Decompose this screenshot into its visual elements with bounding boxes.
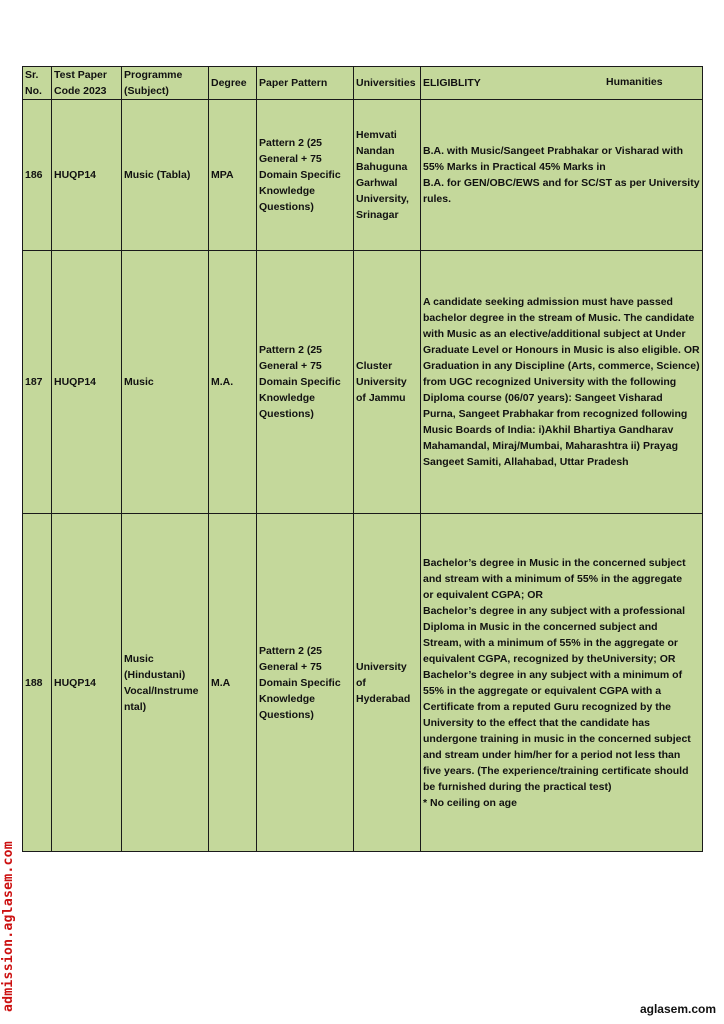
eligibility-table xyxy=(22,66,703,852)
cell-eligibility: Bachelor’s degree in Music in the concerned subject and stream with a minimum of 55% in the aggregate or equivalent CGPA; OR Bachelor’s degree in any subject with a professional Diploma in Music in the concerned subject and Stream, with a minimum of 55% in the aggregate or equivalent CGPA, recognized by theUniversity; OR Bachelor’s degree in any subject with a minimum of 55% in the aggregate or equivalent CGPA with a Certificate from a reputed Guru recognized by the University to the effect that the candidate has undergone training in music in the concerned subject and stream under him/her for a period not less than five years. (The experience/training certificate should be furnished during the practical test) * No ceiling on age xyxy=(421,514,703,852)
cell-university: University of Hyderabad xyxy=(354,514,421,852)
header-paper-pattern: Paper Pattern xyxy=(257,67,354,100)
cell-sr-no: 188 xyxy=(23,514,52,852)
header-programme: Programme (Subject) xyxy=(122,67,209,100)
header-eligibility: ELIGIBLITY xyxy=(423,77,481,89)
cell-code: HUQP14 xyxy=(52,100,122,251)
cell-eligibility: A candidate seeking admission must have passed bachelor degree in the stream of Music. The candidate with Music as an elective/additional subject at Under Graduate Level or Honours in Music is also eligible. OR Graduation in any Discipline (Arts, commerce, Science) from UGC recognized University with the following Diploma course (06/07 years): Sangeet Visharad Purna, Sangeet Prabhakar from recognized following Music Boards of India: i)Akhil Bhartiya Gandharav Mahamandal, Miraj/Mumbai, Maharashtra ii) Prayag Sangeet Samiti, Allahabad, Uttar Pradesh xyxy=(421,251,703,514)
cell-sr-no: 186 xyxy=(23,100,52,251)
cell-programme: Music (Tabla) xyxy=(122,100,209,251)
cell-pattern: Pattern 2 (25 General + 75 Domain Specific Knowledge Questions) xyxy=(257,100,354,251)
cell-eligibility: B.A. with Music/Sangeet Prabhakar or Visharad with 55% Marks in Practical 45% Marks in B.A. for GEN/OBC/EWS and for SC/ST as per University rules. xyxy=(421,100,703,251)
cell-pattern: Pattern 2 (25 General + 75 Domain Specific Knowledge Questions) xyxy=(257,251,354,514)
cell-programme: Music (Hindustani) Vocal/Instrume ntal) xyxy=(122,514,209,852)
cell-sr-no: 187 xyxy=(23,251,52,514)
table-header-row xyxy=(23,67,703,100)
header-eligibility-cell xyxy=(421,67,703,100)
header-degree: Degree xyxy=(209,67,257,100)
cell-university: Cluster University of Jammu xyxy=(354,251,421,514)
cell-code: HUQP14 xyxy=(52,251,122,514)
table-row xyxy=(23,251,703,514)
header-universities: Universities xyxy=(354,67,421,100)
cell-university: Hemvati Nandan Bahuguna Garhwal University, Srinagar xyxy=(354,100,421,251)
header-sr-no: Sr. No. xyxy=(23,67,52,100)
header-stream: Humanities xyxy=(606,76,663,88)
cell-degree: M.A xyxy=(209,514,257,852)
cell-degree: MPA xyxy=(209,100,257,251)
table-row xyxy=(23,100,703,251)
side-watermark: admission.aglasem.com xyxy=(1,841,16,1012)
cell-degree: M.A. xyxy=(209,251,257,514)
footer-watermark: aglasem.com xyxy=(639,1002,716,1016)
header-test-paper-code: Test Paper Code 2023 xyxy=(52,67,122,100)
cell-pattern: Pattern 2 (25 General + 75 Domain Specific Knowledge Questions) xyxy=(257,514,354,852)
table-row xyxy=(23,514,703,852)
cell-programme: Music xyxy=(122,251,209,514)
cell-code: HUQP14 xyxy=(52,514,122,852)
